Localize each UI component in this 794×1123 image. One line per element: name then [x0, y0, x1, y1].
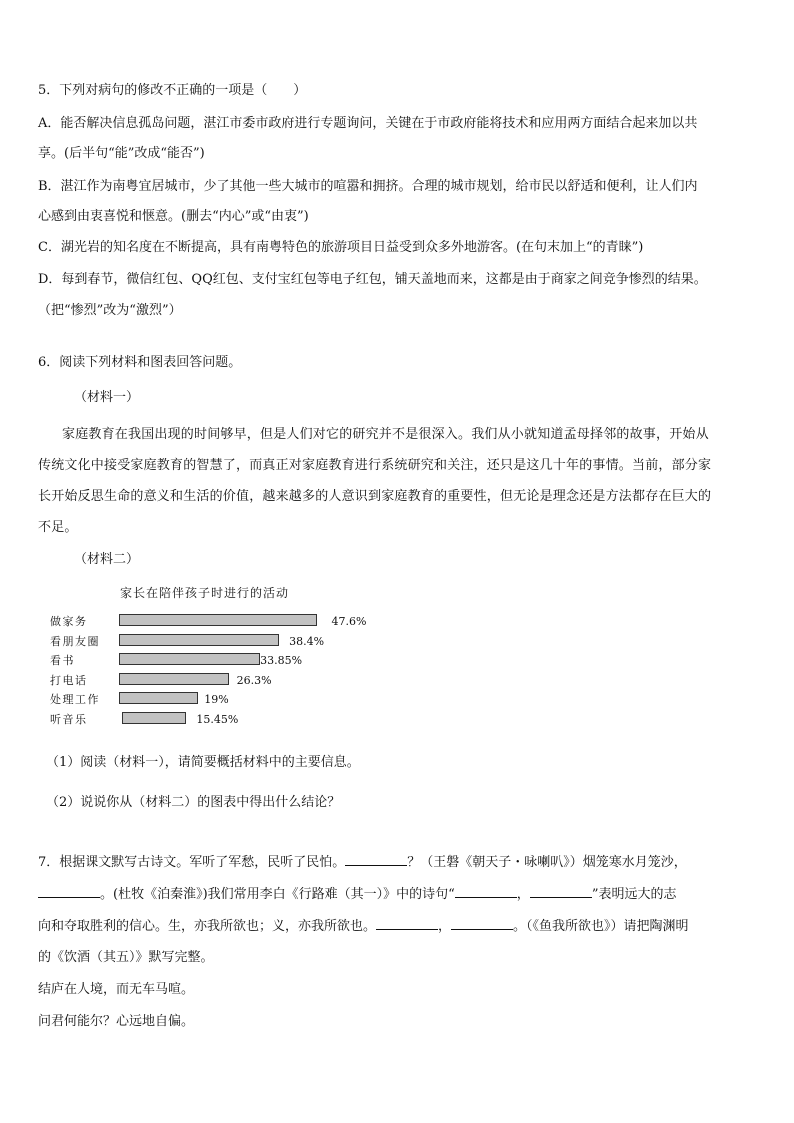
q5-option-b-line2: 心感到由衷喜悦和惬意。(删去“内心”或“由衷”)	[38, 209, 309, 224]
q7-line1	[38, 853, 687, 872]
answer-blank[interactable]	[451, 917, 513, 930]
q5-option-a-line1: A．能否解决信息孤岛问题，湛江市委市政府进行专题询问，关键在于市政府能将技术和应用两方面结合起来加以共	[38, 116, 698, 131]
category-label: 处理工作	[50, 693, 100, 706]
answer-blank[interactable]	[38, 885, 100, 898]
bar	[119, 614, 317, 626]
material2-label: （材料二）	[74, 552, 140, 567]
q5-option-d-line2: （把“惨烈”改为“激烈”）	[38, 303, 182, 318]
q6-subquestion-2: （2）说说你从（材料二）的图表中得出什么结论？	[46, 795, 341, 810]
q6-subquestion-1: （1）阅读（材料一），请简要概括材料中的主要信息。	[46, 755, 360, 770]
q5-option-b-line1: B．湛江作为南粤宜居城市，少了其他一些大城市的喧嚣和拥挤。合理的城市规划，给市民以舒适和便利，让人们内	[38, 179, 698, 194]
q6-title: 6．阅读下列材料和图表回答问题。	[38, 355, 242, 370]
bar	[119, 653, 260, 665]
answer-blank[interactable]	[376, 917, 438, 930]
bar	[119, 634, 279, 646]
q7-poem-line1: 结庐在人境，而无车马喧。	[38, 982, 195, 997]
value-label: 47.6%	[331, 615, 367, 628]
chart-title: 家长在陪伴孩子时进行的活动	[120, 586, 290, 600]
value-label: 38.4%	[289, 634, 325, 648]
category-label: 打电话	[50, 673, 88, 687]
value-label: 26.3%	[236, 673, 272, 687]
material1-line4: 不足。	[38, 520, 78, 535]
q7-line1-text-b: ？（王磐《朝天子・咏喇叭》）烟笼寒水月笼沙，	[407, 855, 687, 870]
material1-line1: 家庭教育在我国出现的时间够早，但是人们对它的研究并不是很深入。我们从小就知道孟母择邻的故事，开始从	[62, 427, 709, 442]
q7-line3-text-b: ，	[438, 919, 452, 934]
value-label: 19%	[204, 693, 229, 706]
material1-label: （材料一）	[74, 390, 140, 405]
material1-line2: 传统文化中接受家庭教育的智慧了，而真正对家庭教育进行系统研究和关注，还只是这几十年的事情。当前，部分家	[38, 458, 712, 473]
q7-line3	[38, 917, 689, 936]
q5-option-c: C．湖光岩的知名度在不断提高，具有南粤特色的旅游项目日益受到众多外地游客。(在句末加上“的青睐”)	[38, 240, 644, 255]
answer-blank[interactable]	[455, 885, 517, 898]
q7-line1-text-a: 7．根据课文默写古诗文。军听了军愁，民听了民怕。	[38, 855, 346, 870]
q7-line2-text-a: 。(杜牧《泊秦淮》)我们常用李白《行路难（其一）》中的诗句“	[100, 887, 455, 902]
q7-line2-text-b: ，	[516, 887, 530, 902]
material1-line3: 长开始反思生命的意义和生活的价值，越来越多的人意识到家庭教育的重要性，但无论是理念还是方法都存在巨大的	[38, 489, 712, 504]
category-label: 听音乐	[50, 712, 88, 726]
q5-option-d-line1: D．每到春节，微信红包、QQ红包、支付宝红包等电子红包，铺天盖地而来，这都是由于商家之间竞争惨烈的结果。	[38, 272, 707, 287]
q5-option-a-line2: 享。(后半句“能”改成“能否”)	[38, 146, 205, 161]
bar	[119, 692, 198, 704]
q7-line4: 的《饮酒（其五）》默写完整。	[38, 950, 214, 965]
category-label: 看朋友圈	[50, 634, 100, 648]
q7-line3-text-c: 。（《鱼我所欲也》）请把陶渊明	[513, 919, 689, 934]
bar	[119, 673, 229, 685]
value-label: 33.85%	[260, 654, 303, 667]
category-label: 看书	[50, 654, 75, 667]
bar	[122, 712, 186, 724]
answer-blank[interactable]	[530, 885, 592, 898]
answer-blank[interactable]	[345, 853, 407, 866]
q7-poem-line2: 问君何能尔？心远地自偏。	[38, 1014, 195, 1029]
q7-line2	[38, 885, 676, 904]
q7-line3-text-a: 向和夺取胜利的信心。生，亦我所欲也；义，亦我所欲也。	[38, 919, 377, 934]
value-label: 15.45%	[196, 712, 239, 726]
q5-title: 5．下列对病句的修改不正确的一项是（ ）	[38, 83, 307, 98]
category-label: 做家务	[50, 615, 88, 628]
q7-line2-text-c: ”表明远大的志	[591, 887, 677, 902]
